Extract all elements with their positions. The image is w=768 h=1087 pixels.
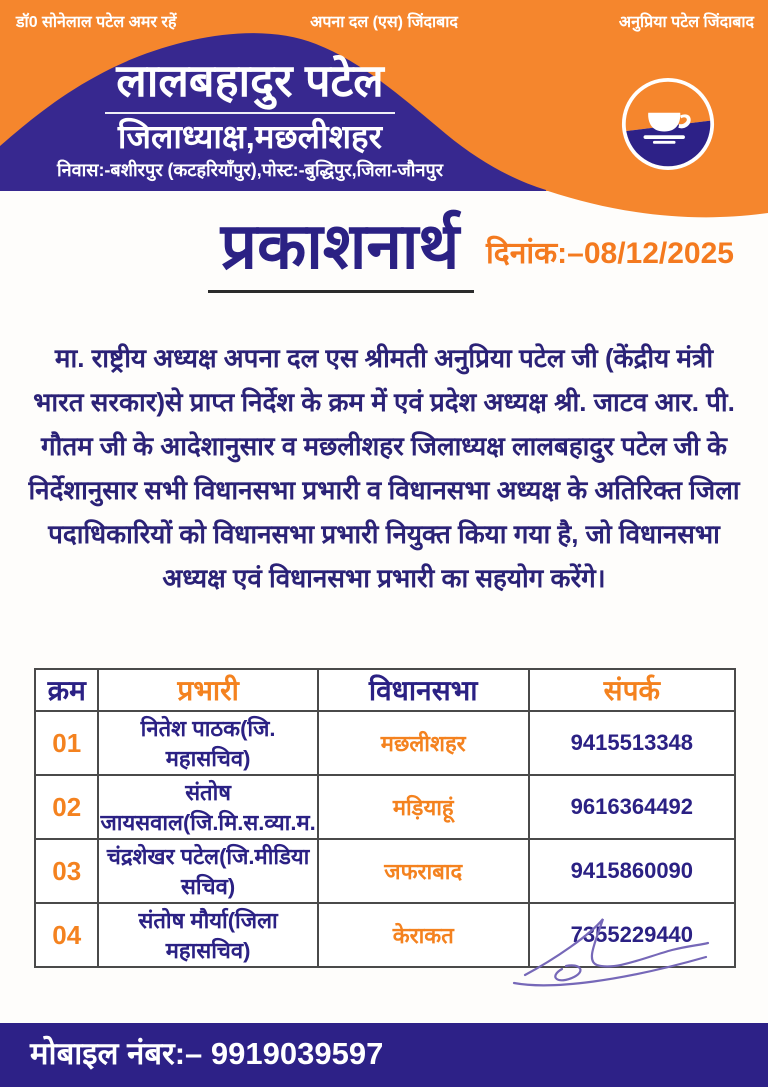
- person-address: निवास:-बशीरपुर (कटहरियाँपुर),पोस्ट:-बुद्धिपुर,जिला-जौनपुर: [56, 160, 444, 180]
- cell-contact: 9415860090: [529, 839, 735, 903]
- body-line: अध्यक्ष एवं विधानसभा प्रभारी का सहयोग करेंगे।: [162, 563, 606, 593]
- body-line: मा. राष्ट्रीय अध्यक्ष अपना दल एस श्रीमती अनुप्रिया पटेल जी (केंद्रीय मंत्री: [54, 343, 714, 373]
- cell-incharge: नितेश पाठक(जि. महासचिव): [98, 711, 317, 775]
- col-header-incharge: प्रभारी: [98, 669, 317, 711]
- cell-serial: 04: [35, 903, 98, 967]
- person-name: लालबहादुर पटेल: [116, 55, 384, 106]
- cell-contact: 7355229440: [529, 903, 735, 967]
- slogan-left: डॉ0 सोनेलाल पटेल अमर रहें: [16, 14, 177, 31]
- col-header-contact: संपर्क: [529, 669, 735, 711]
- table-row: [35, 775, 735, 839]
- body-line: निर्देशानुसार सभी विधानसभा प्रभारी व विधानसभा अध्यक्ष के अतिरिक्त जिला: [28, 475, 740, 505]
- table-row: [35, 839, 735, 903]
- cell-contact: 9616364492: [529, 775, 735, 839]
- cell-serial: 03: [35, 839, 98, 903]
- teacup-icon: [621, 77, 715, 171]
- heading-underline: [208, 290, 474, 293]
- cell-contact: 9415513348: [529, 711, 735, 775]
- cell-incharge: चंद्रशेखर पटेल(जि.मीडिया सचिव): [98, 839, 317, 903]
- cell-incharge: संतोष मौर्या(जिला महासचिव): [98, 903, 317, 967]
- cell-constituency: मड़ियाहूं: [318, 775, 529, 839]
- mobile-number: मोबाइल नंबर:– 9919039597: [30, 1036, 384, 1071]
- col-header-serial: क्रम: [35, 669, 98, 711]
- name-divider: [105, 112, 395, 114]
- notice-date: दिनांक:–08/12/2025: [486, 237, 734, 270]
- body-line: भारत सरकार)से प्राप्त निर्देश के क्रम में एवं प्रदेश अध्यक्ष श्री. जाटव आर. पी.: [33, 387, 735, 417]
- header-identity-block: [55, 56, 445, 182]
- signature-scribble: [500, 905, 730, 995]
- person-designation: जिलाध्याक्ष,मछलीशहर: [117, 118, 383, 155]
- party-logo: [621, 77, 715, 171]
- table-row: [35, 711, 735, 775]
- col-header-constituency: विधानसभा: [318, 669, 529, 711]
- slogan-center: अपना दल (एस) जिंदाबाद: [310, 14, 458, 31]
- table-header-row: [35, 669, 735, 711]
- cell-serial: 01: [35, 711, 98, 775]
- body-line: गौतम जी के आदेशानुसार व मछलीशहर जिलाध्यक्ष लालबहादुर पटेल जी के: [40, 431, 728, 461]
- slogan-right: अनुप्रिया पटेल जिंदाबाद: [618, 14, 754, 31]
- notice-body-paragraph: [18, 336, 750, 600]
- notice-heading: प्रकाशनार्थ: [220, 210, 460, 282]
- top-slogan-bar: [0, 7, 768, 33]
- cell-constituency: जफराबाद: [318, 839, 529, 903]
- cell-incharge: संतोष जायसवाल(जि.मि.स.व्या.म.: [98, 775, 317, 839]
- cell-serial: 02: [35, 775, 98, 839]
- cell-constituency: मछलीशहर: [318, 711, 529, 775]
- body-line: पदाधिकारियों को विधानसभा प्रभारी नियुक्त किया गया है, जो विधानसभा: [48, 519, 720, 549]
- footer-bar: [0, 1023, 768, 1087]
- cell-constituency: केराकत: [318, 903, 529, 967]
